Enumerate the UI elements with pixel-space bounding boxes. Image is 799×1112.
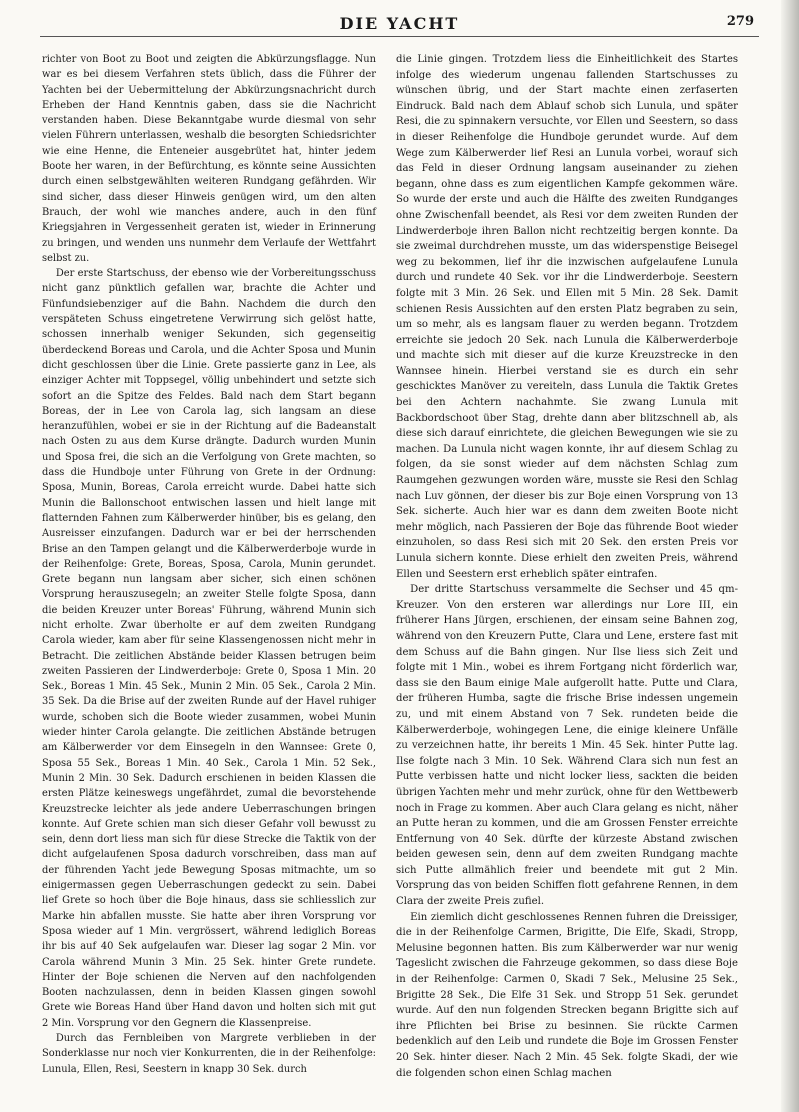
header-rule xyxy=(40,36,759,37)
page-number: 279 xyxy=(726,14,754,29)
left-column xyxy=(42,52,376,1077)
paragraph: richter von Boot zu Boot und zeigten die Abkürzungsflagge. Nun war es bei diesem Verfahren stets üblich, dass die Führer der Yachten bei der Uebermittelung der Abkürzungsnachricht durch Erheben der Hand Kenntnis gaben, dass sie die Nachricht verstanden haben. Diese Bekanntgabe wurde diesmal von sehr vielen Führern unterlassen, weshalb die besorgten Schiedsrichter wie eine Henne, die Enteneier ausgebrütet hat, hinter jedem Boote her waren, in der Befürchtung, es könnte seine Aussichten durch einen selbstgewählten weiteren Rundgang gefährden. Wir sind sicher, dass dieser Hinweis genügen wird, um den alten Brauch, der wohl wie manches andere, auch in den fünf Kriegsjahren in Vergessenheit geraten ist, wieder in Erinnerung zu bringen, und wenden uns nunmehr dem Verlaufe der Wettfahrt selbst zu. xyxy=(42,54,376,264)
page-edge-shadow xyxy=(781,0,799,1112)
paragraph: Ein ziemlich dicht geschlossenes Rennen fuhren die Dreissiger, die in der Reihenfolge Carmen, Brigitte, Die Elfe, Skadi, Stropp, Melusine begonnen hatten. Bis zum Kälberwerder war nur wenig Tageslicht zwischen die Fahrzeuge gekommen, so dass diese Boje in der Reihenfolge: Carmen 0, Skadi 7 Sek., Melusine 25 Sek., Brigitte 28 Sek., Die Elfe 31 Sek. und Stropp 51 Sek. gerundet wurde. Auf den nun folgenden Strecken begann Brigitte sich auf ihre Pflichten bei Brise zu besinnen. Sie rückte Carmen bedenklich auf den Leib und rundete die Boje im Grossen Fenster 20 Sek. hinter dieser. Nach 2 Min. 45 Sek. folgte Skadi, der wie die folgenden schon einen Schlag machen xyxy=(396,911,738,1079)
paragraph: Der dritte Startschuss versammelte die Sechser und 45 qm-Kreuzer. Von den ersteren war allerdings nur Lore III, ein früherer Hans Jürgen, erschienen, der einsam seine Bahnen zog, während von den Kreuzern Putte, Clara und Lene, erstere fast mit dem Schuss auf die Bahn gingen. Nur Ilse liess sich Zeit und folgte mit 1 Min., wobei es ihrem Fortgang nicht förderlich war, dass sie den Baum einige Male aufgerollt hatte. Putte und Clara, der früheren Humba, sagte die frische Brise indessen ungemein zu, und mit einem Abstand von 7 Sek. rundeten beide die Kälberwerderboje, wohingegen Lene, die einige kleinere Unfälle zu verzeichnen hatte, ihr bereits 1 Min. 45 Sek. hinter Putte lag. Ilse folgte nach 3 Min. 10 Sek. Während Clara sich nun fest an Putte verbissen hatte und nicht locker liess, sackten die beiden übrigen Yachten mehr und mehr zurück, ohne für den Wettbewerb noch in Frage zu kommen. Aber auch Clara gelang es nicht, näher an Putte heran zu kommen, und die am Grossen Fenster erreichte Entfernung von 40 Sek. dürfte der kürzeste Abstand zwischen beiden gewesen sein, denn auf dem zweiten Rundgang machte sich Putte allmählich freier und beendete mit gut 2 Min. Vorsprung das von beiden Schiffen flott gefahrene Rennen, in dem Clara der zweite Preis zufiel. xyxy=(396,584,738,908)
paragraph: Durch das Fernbleiben von Margrete verblieben in der Sonderklasse nur noch vier Konkurrenten, die in der Reihenfolge: Lunula, Ellen, Resi, Seestern in knapp 30 Sek. durch xyxy=(42,1033,376,1075)
paragraph: die Linie gingen. Trotzdem liess die Einheitlichkeit des Startes infolge des wiederum ungenau fallenden Startschusses zu wünschen übrig, und der Start machte einen zerfaserten Eindruck. Bald nach dem Ablauf schob sich Lunula, und später Resi, die zu spinnakern versuchte, vor Ellen und Seestern, so dass in dieser Reihenfolge die Hundboje gerundet wurde. Auf dem Wege zum Kälberwerder lief Resi an Lunula vorbei, worauf sich das Feld in dieser Ordnung langsam auseinander zu ziehen begann, ohne dass es zum eigentlichen Kampfe gekommen wäre. So wurde der erste und auch die Hälfte des zweiten Rundganges ohne Zwischenfall beendet, als Resi vor dem zweiten Runden der Lindwerderboje ihren Ballon nicht rechtzeitig bergen konnte. Da sie zweimal durchdrehen musste, um das widerspenstige Beisegel weg zu bekommen, lief ihr die inzwischen aufgelaufene Lunula durch und rundete 40 Sek. vor ihr die Lindwerderboje. Seestern folgte mit 3 Min. 26 Sek. und Ellen mit 5 Min. 28 Sek. Damit schienen Resis Aussichten auf den ersten Platz begraben zu sein, um so mehr, als es langsam flauer zu werden begann. Trotzdem erreichte sie jedoch 20 Sek. nach Lunula die Kälberwerderboje und machte sich mit dieser auf die kurze Kreuzstrecke in den Wannsee hinein. Hierbei verstand sie es durch ein sehr geschicktes Manöver zu vereiteln, dass Lunula die Taktik Gretes bei den Achtern nachahmte. Sie zwang Lunula mit Backbordschoot über Stag, drehte dann aber blitzschnell ab, als diese sich darauf einrichtete, die gleichen Bewegungen wie sie zu machen. Da Lunula nicht wagen konnte, ihr auf diesem Schlag zu folgen, da sie sonst wieder auf dem nächsten Schlag zum Raumgehen gezwungen worden wäre, musste sie Resi den Schlag nach Luv gönnen, der dieser bis zur Boje einen Vorsprung von 13 Sek. sicherte. Auch hier war es dann dem zweiten Boote nicht mehr möglich, nach Passieren der Boje das führende Boot wieder einzuholen, so dass Resi sich mit 20 Sek. den ersten Preis vor Lunula sichern konnte. Diese erhielt den zweiten Preis, während Ellen und Seestern erst erheblich später eintrafen. xyxy=(396,54,738,580)
running-title: DIE YACHT xyxy=(339,14,460,33)
right-column xyxy=(396,52,738,1081)
paragraph: Der erste Startschuss, der ebenso wie der Vorbereitungsschuss nicht ganz pünktlich gefallen war, brachte die Achter und Fünfundsiebenziger auf die Bahn. Nachdem die durch den verspäteten Schuss eingetretene Verwirrung sich gelöst hatte, schossen innerhalb weniger Sekunden, sich gegenseitig überdeckend Boreas und Carola, und die Achter Sposa und Munin dicht geschlossen über die Linie. Grete passierte ganz in Lee, als einziger Achter mit Toppsegel, völlig unbehindert und setzte sich sofort an die Spitze des Feldes. Bald nach dem Start begann Boreas, der in Lee von Carola lag, sich langsam an diese heranzufühlen, wobei er sie in der Richtung auf die Badeanstalt nach Osten zu aus dem Kurse drängte. Dadurch wurden Munin und Sposa frei, die sich an die Verfolgung von Grete machten, so dass die Hundboje unter Führung von Grete in der Ordnung: Sposa, Munin, Boreas, Carola erreicht wurde. Dabei hatte sich Munin die Ballonschoot entwischen lassen und hielt lange mit flatternden Fahnen zum Kälberwerder hinüber, bis es gelang, den Ausreisser einzufangen. Dadurch war er bei der herrschenden Brise an den Tampen gelangt und die Kälberwerderboje wurde in der Reihenfolge: Grete, Boreas, Sposa, Carola, Munin gerundet. Grete begann nun langsam aber sicher, sich einen schönen Vorsprung herauszusegeln; an zweiter Stelle folgte Sposa, dann die beiden Kreuzer unter Boreas' Führung, während Munin sich nicht erholte. Zwar überholte er auf dem zweiten Rundgang Carola wieder, kam aber für seine Klassengenossen nicht mehr in Betracht. Die zeitlichen Abstände beider Klassen betrugen beim zweiten Passieren der Lindwerderboje: Grete 0, Sposa 1 Min. 20 Sek., Boreas 1 Min. 45 Sek., Munin 2 Min. 05 Sek., Carola 2 Min. 35 Sek. Da die Brise auf der zweiten Runde auf der Havel ruhiger wurde, schoben sich die Boote wieder zusammen, wobei Munin wieder hinter Carola gelangte. Die zeitlichen Abstände betrugen am Kälberwerder vor dem Einsegeln in den Wannsee: Grete 0, Sposa 55 Sek., Boreas 1 Min. 40 Sek., Carola 1 Min. 52 Sek., Munin 2 Min. 30 Sek. Dadurch erschienen in beiden Klassen die ersten Plätze keineswegs ungefährdet, zumal die bevorstehende Kreuzstrecke leichter als jede andere Ueberraschungen bringen konnte. Auf Grete schien man sich dieser Gefahr voll bewusst zu sein, denn dort liess man sich für diese Strecke die Taktik von der dicht aufgelaufenen Sposa dadurch vorschreiben, dass man auf der führenden Yacht jede Bewegung Sposas mitmachte, um so einigermassen gegen Ueberraschungen gedeckt zu sein. Dabei lief Grete so hoch über die Boje hinaus, dass sie schliesslich zur Marke hin abfallen musste. Sie hatte aber ihren Vorsprung vor Sposa wieder auf 1 Min. vergrössert, während lediglich Boreas ihr bis auf 40 Sek aufgelaufen war. Dieser lag sogar 2 Min. vor Carola während Munin 3 Min. 25 Sek. hinter Grete rundete. Hinter der Boje schienen die Nerven auf den nachfolgenden Booten nachzulassen, denn in beiden Klassen gingen sowohl Grete wie Boreas Hand über Hand davon und holten sich mit gut 2 Min. Vorsprung vor den Gegnern die Klassenpreise. xyxy=(42,268,376,1029)
